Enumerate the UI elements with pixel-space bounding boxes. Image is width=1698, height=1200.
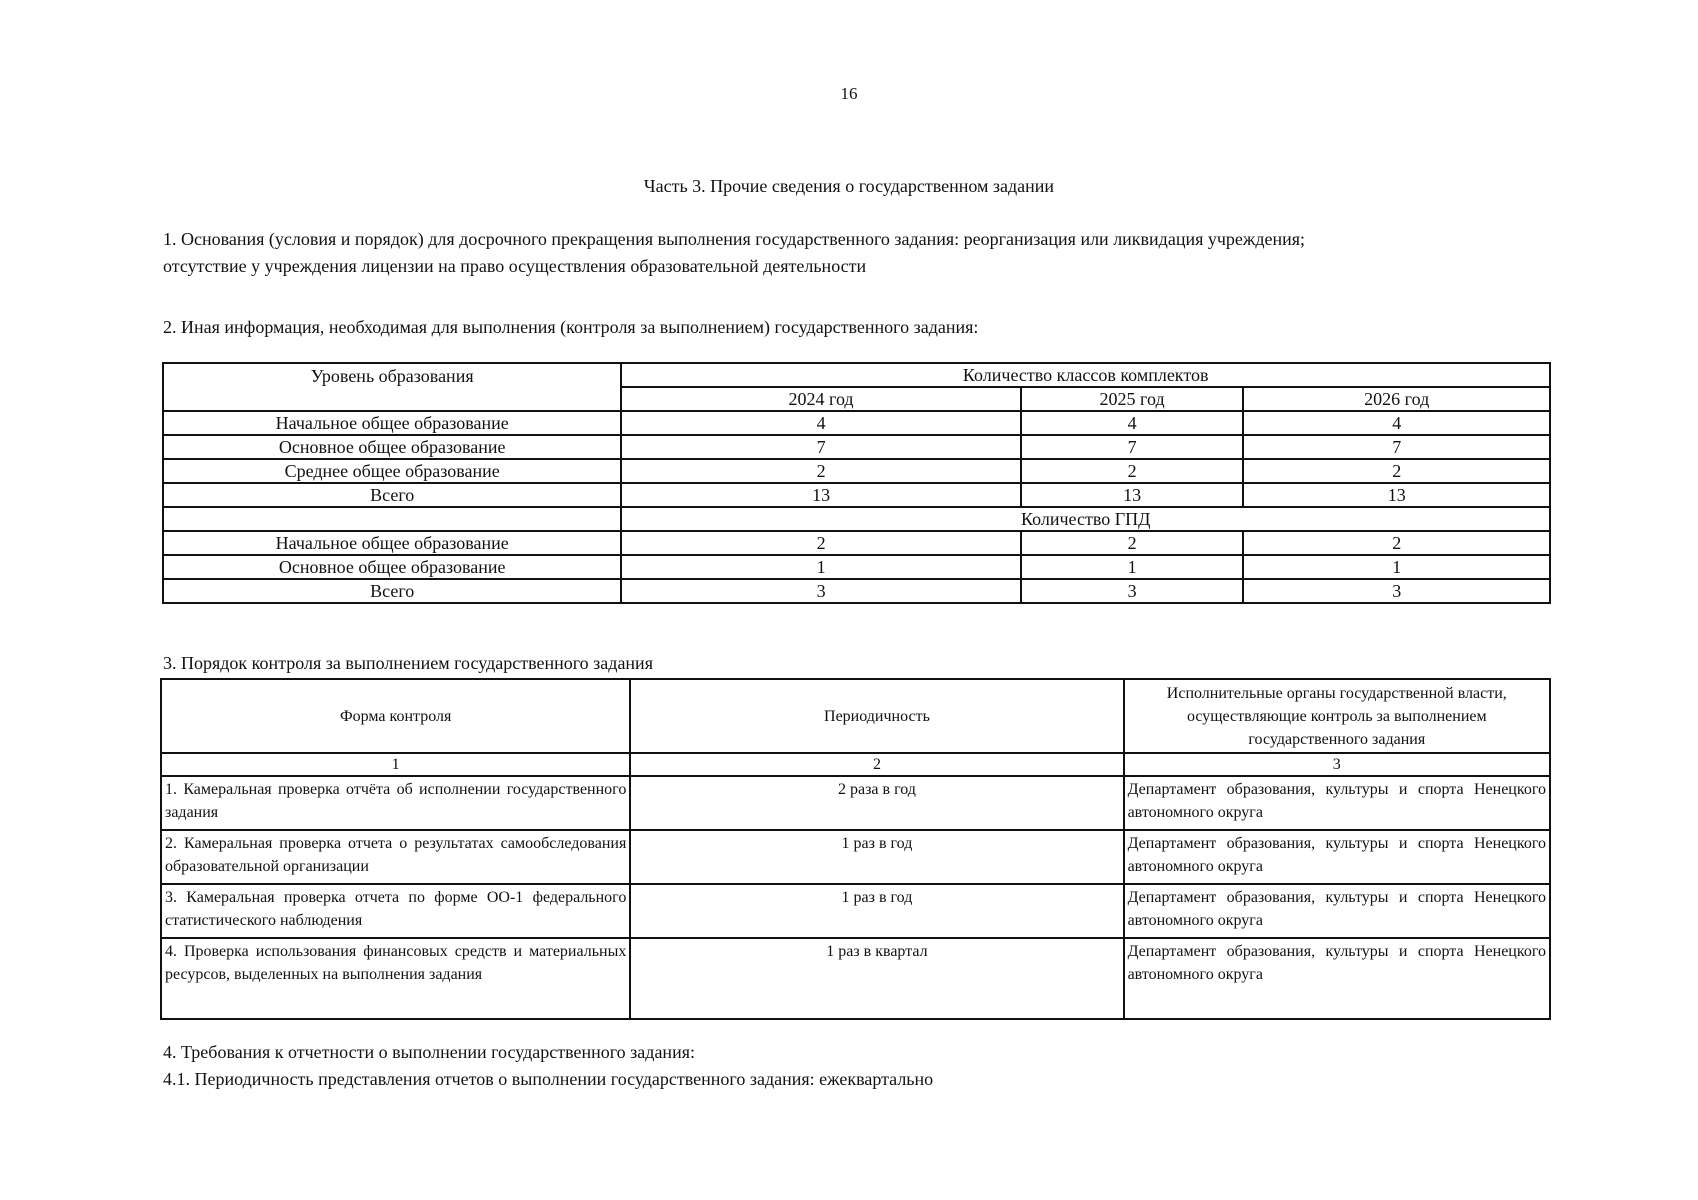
cell-value: 1 [1243, 555, 1550, 579]
column-index: 1 [161, 753, 630, 776]
cell-value: 2 [1021, 459, 1244, 483]
column-header-authority: Исполнительные органы государственной власти, осуществляющие контроль за выполнением государственного задания [1124, 679, 1550, 753]
row-label: Основное общее образование [163, 555, 621, 579]
table-row [163, 459, 1550, 483]
table-row [163, 435, 1550, 459]
row-label: Всего [163, 579, 621, 603]
section4-line: 4.1. Периодичность представления отчетов о выполнении государственного задания: ежеквартально [163, 1069, 934, 1089]
gpd-header: Количество ГПД [621, 507, 1550, 531]
cell-value: 2 [621, 531, 1020, 555]
control-authority: Департамент образования, культуры и спорта Ненецкого автономного округа [1124, 884, 1550, 938]
table-row [163, 411, 1550, 435]
table-row [161, 830, 1550, 884]
page-number: 16 [840, 84, 858, 103]
section4-heading: 4. Требования к отчетности о выполнении государственного задания: [163, 1042, 695, 1062]
gpd-header-row [163, 507, 1550, 531]
row-label: Начальное общее образование [163, 411, 621, 435]
control-authority: Департамент образования, культуры и спорта Ненецкого автономного округа [1124, 830, 1550, 884]
control-period: 1 раз в квартал [630, 938, 1123, 1019]
cell-value: 2 [1021, 531, 1244, 555]
control-form: 4. Проверка использования финансовых средств и материальных ресурсов, выделенных на выполнения задания [161, 938, 630, 1019]
control-period: 2 раза в год [630, 776, 1123, 830]
cell-value: 1 [1021, 555, 1244, 579]
cell-value: 4 [1243, 411, 1550, 435]
part-title: Часть 3. Прочие сведения о государственном задании [643, 176, 1055, 196]
index-row [161, 753, 1550, 776]
table-row [163, 579, 1550, 603]
control-procedure-table [160, 678, 1551, 1020]
table-row [163, 555, 1550, 579]
section3-heading: 3. Порядок контроля за выполнением государственного задания [163, 653, 653, 673]
cell-value: 2 [621, 459, 1020, 483]
cell-value: 3 [1243, 579, 1550, 603]
control-authority: Департамент образования, культуры и спорта Ненецкого автономного округа [1124, 776, 1550, 830]
year-header: 2025 год [1021, 387, 1244, 411]
column-index: 2 [630, 753, 1123, 776]
row-label: Начальное общее образование [163, 531, 621, 555]
cell-value: 2 [1243, 459, 1550, 483]
control-form: 1. Камеральная проверка отчёта об исполнении государственного задания [161, 776, 630, 830]
cell-value: 4 [1021, 411, 1244, 435]
cell-value: 1 [621, 555, 1020, 579]
control-period: 1 раз в год [630, 830, 1123, 884]
class-counts-table [162, 362, 1551, 604]
cell-value: 3 [621, 579, 1020, 603]
table-row [163, 531, 1550, 555]
section2-heading: 2. Иная информация, необходимая для выполнения (контроля за выполнением) государственного задания: [163, 317, 979, 337]
row-label: Всего [163, 483, 621, 507]
control-form: 2. Камеральная проверка отчета о результатах самообследования образовательной организации [161, 830, 630, 884]
year-header: 2024 год [621, 387, 1020, 411]
section1-line2: отсутствие у учреждения лицензии на право осуществления образовательной деятельности [163, 256, 867, 276]
cell-value: 13 [1243, 483, 1550, 507]
column-header-period: Периодичность [630, 679, 1123, 753]
table-row [161, 776, 1550, 830]
cell-value: 4 [621, 411, 1020, 435]
section1-line1: 1. Основания (условия и порядок) для досрочного прекращения выполнения государственного задания: реорганизация или ликвидация учреждения; [163, 229, 1306, 249]
cell-value: 13 [1021, 483, 1244, 507]
cell-value: 7 [1021, 435, 1244, 459]
table-header-row [163, 363, 1550, 387]
column-header-classes: Количество классов комплектов [621, 363, 1550, 387]
control-authority: Департамент образования, культуры и спорта Ненецкого автономного округа [1124, 938, 1550, 1019]
cell-value: 3 [1021, 579, 1244, 603]
row-label: Основное общее образование [163, 435, 621, 459]
column-header-level: Уровень образования [163, 363, 621, 411]
control-period: 1 раз в год [630, 884, 1123, 938]
cell-value: 7 [1243, 435, 1550, 459]
cell-value: 7 [621, 435, 1020, 459]
cell-value: 2 [1243, 531, 1550, 555]
table-header-row [161, 679, 1550, 753]
column-header-form: Форма контроля [161, 679, 630, 753]
year-header: 2026 год [1243, 387, 1550, 411]
control-form: 3. Камеральная проверка отчета по форме ОО-1 федерального статистического наблюдения [161, 884, 630, 938]
row-label: Среднее общее образование [163, 459, 621, 483]
column-index: 3 [1124, 753, 1550, 776]
table-row [161, 884, 1550, 938]
table-row [163, 483, 1550, 507]
empty-cell [163, 507, 621, 531]
cell-value: 13 [621, 483, 1020, 507]
table-row [161, 938, 1550, 1019]
